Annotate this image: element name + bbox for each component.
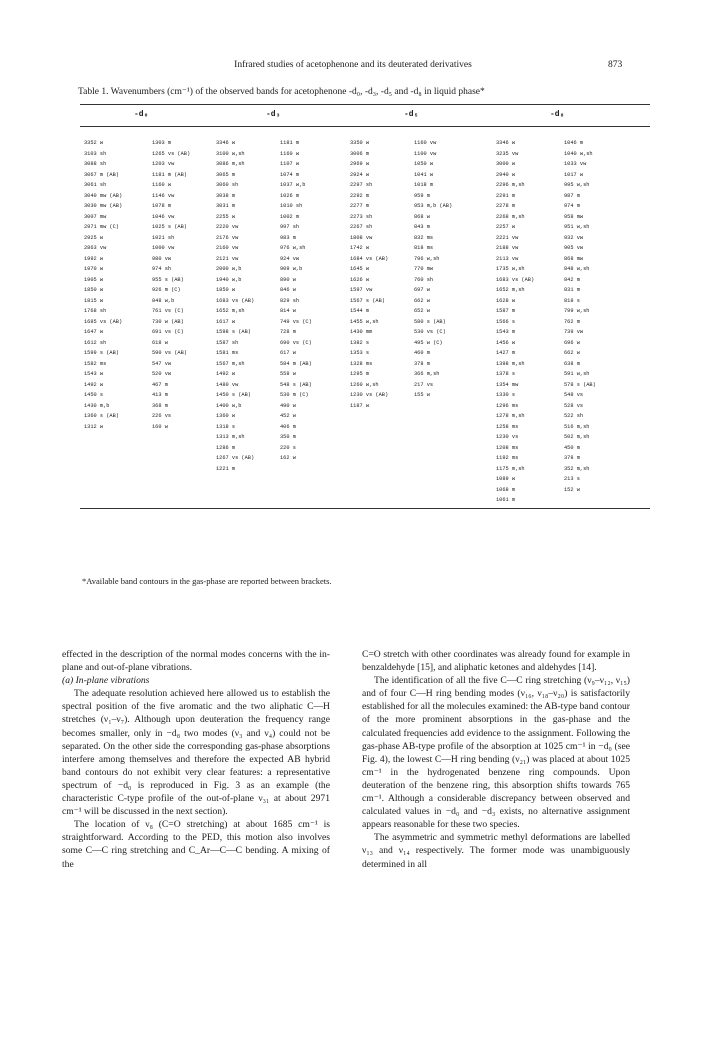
table-caption: Table 1. Wavenumbers (cm⁻¹) of the observed bands for acetophenone -d₀, -d₃, -d₅ and -d₈ in liquid phase* bbox=[78, 87, 485, 97]
table-cell: 987 m bbox=[564, 192, 580, 199]
table-cell: 1567 s (AB) bbox=[350, 297, 385, 304]
table-cell: 3040 mw (AB) bbox=[84, 192, 123, 199]
table-cell: 1684 vs (AB) bbox=[350, 255, 389, 262]
table-cell: 1328 ms bbox=[350, 360, 373, 367]
table-cell: 516 m,sh bbox=[564, 423, 590, 430]
table-cell: 1258 ms bbox=[496, 423, 519, 430]
table-cell: 1683 vs (AB) bbox=[216, 297, 255, 304]
table-cell: 1146 vw bbox=[152, 192, 175, 199]
table-cell: 1018 m bbox=[414, 182, 434, 188]
table-cell: 1850 w bbox=[84, 287, 104, 293]
heading-d3: -d₃ bbox=[266, 110, 281, 119]
table-cell: 1160 vw bbox=[414, 140, 437, 146]
table-cell: 799 w,sh bbox=[564, 308, 590, 314]
table-cell: 2121 vw bbox=[216, 255, 239, 262]
table-cell: 926 m (C) bbox=[152, 287, 181, 293]
table-cell: 1025 s (AB) bbox=[152, 224, 187, 230]
table-cell: 217 vs bbox=[414, 381, 434, 388]
table-cell: 1260 w,sh bbox=[350, 381, 379, 388]
table-cell: 1296 ms bbox=[496, 402, 519, 409]
table-cell: 1046 m bbox=[564, 140, 584, 146]
table-cell: 2000 w,b bbox=[216, 266, 242, 272]
table-cell: 846 w bbox=[280, 287, 296, 293]
table-cell: 1587 sh bbox=[216, 339, 239, 346]
table-cell: 378 m bbox=[414, 360, 430, 367]
table-cell: 2969 w bbox=[350, 161, 370, 167]
table-cell: 1017 w bbox=[564, 171, 584, 178]
table-column-d3-a bbox=[216, 138, 254, 474]
table-cell: 1181 m bbox=[280, 140, 300, 146]
table-cell: 1360 w bbox=[216, 413, 236, 419]
table-cell: 1021 sh bbox=[152, 234, 175, 241]
table-cell: 1544 m bbox=[350, 308, 370, 314]
table-cell: 829 sh bbox=[280, 297, 300, 304]
table-cell: 831 m bbox=[564, 287, 580, 293]
table-cell: 1265 vs (AB) bbox=[152, 150, 191, 157]
table-cell: 1267 vs (AB) bbox=[216, 455, 255, 461]
table-cell: 548 vs bbox=[564, 392, 584, 398]
table-cell: 547 vw bbox=[152, 360, 172, 367]
table-cell: 1430 mm bbox=[350, 329, 373, 335]
table-cell: 413 m bbox=[152, 392, 168, 398]
table-cell: 1905 w bbox=[84, 276, 104, 283]
table-cell: 770 mw bbox=[414, 266, 434, 272]
table-cell: 728 m bbox=[280, 329, 296, 335]
table-cell: 974 sh bbox=[152, 266, 172, 272]
table-cell: 1354 mw bbox=[496, 381, 519, 388]
table-cell: 2220 vw bbox=[216, 224, 239, 230]
table-cell: 1230 vs (AB) bbox=[350, 392, 389, 398]
table-cell: 959 m bbox=[414, 192, 430, 199]
table-cell: 1647 w bbox=[84, 329, 104, 335]
table-cell: 3038 m bbox=[216, 192, 236, 199]
table-cell: 955 s (AB) bbox=[152, 276, 184, 283]
table-cell: 162 w bbox=[280, 455, 296, 461]
paragraph: effected in the description of the normal modes concerns with the in-plane and out-of-plane vibrations. bbox=[62, 649, 330, 674]
table-cell: 3103 sh bbox=[84, 150, 107, 157]
paragraph: The identification of all the five C—C ring stretching (ν₉–ν₁₂, ν₁₅) and of four C—H ring bending modes (ν₁₆, ν₁₈–ν₂₀) is satisfactorily established for all the molecules examined: the AB-type band contour of the more prominent absorptions in the gas-phase and the calculated frequencies add evidence to the assignment. Following the gas-phase AB-type profile of the absorption at 1025 cm⁻¹ in −d₀ (see Fig. 4), the lowest C—H ring bending (ν₂₁) was placed at about 1025 cm⁻¹ in the hydrogenated benzene ring compounds. Upon deuteration of the benzene ring, this absorption shifts towards 765 cm⁻¹. Although a considerable discrepancy between observed and calculated values in −d₀ and −d₃ exists, no alternative assignment appears reasonable for these two species. bbox=[362, 675, 630, 831]
table-cell: 2291 m bbox=[496, 192, 516, 199]
table-cell: 762 m bbox=[564, 318, 580, 325]
table-cell: 890 w bbox=[280, 276, 296, 283]
table-cell: 3088 sh bbox=[84, 161, 107, 167]
table-cell: 1617 w bbox=[216, 318, 236, 325]
table-cell: 1295 m bbox=[350, 371, 370, 377]
table-cell: 2257 w bbox=[496, 224, 516, 230]
table-cell: 1400 w,b bbox=[216, 402, 242, 409]
table-cell: 1543 m bbox=[496, 329, 516, 335]
table-cell: 1970 w bbox=[84, 266, 104, 272]
table-cell: 1002 m bbox=[280, 213, 300, 220]
table-cell: 1010 sh bbox=[280, 203, 303, 209]
table-cell: 3346 w bbox=[496, 140, 516, 146]
table-cell: 3235 vw bbox=[496, 150, 519, 157]
table-header-rule bbox=[80, 126, 650, 127]
table-cell: 1480 vw bbox=[216, 381, 239, 388]
table-cell: 1382 s bbox=[350, 339, 370, 346]
table-cell: 213 s bbox=[564, 476, 580, 482]
body-right-column bbox=[362, 648, 630, 871]
table-cell: 1089 w bbox=[496, 476, 516, 482]
table-cell: 3067 m (AB) bbox=[84, 171, 119, 178]
table-cell: 1587 m bbox=[496, 308, 516, 314]
table-cell: 1992 w bbox=[84, 255, 104, 262]
table-cell: 160 w bbox=[152, 423, 168, 430]
table-cell: 3060 sh bbox=[216, 182, 239, 188]
table-cell: 1318 s bbox=[216, 423, 236, 430]
table-cell: 1033 vw bbox=[564, 161, 587, 167]
table-cell: 1742 w bbox=[350, 245, 370, 251]
table-cell: 520 vw bbox=[152, 371, 172, 377]
table-cell: 1107 w bbox=[280, 161, 300, 167]
table-cell: 618 w bbox=[152, 339, 168, 346]
table-cell: 1160 w bbox=[280, 150, 300, 157]
table-cell: 1046 vw bbox=[152, 213, 175, 220]
table-cell: 1360 s (AB) bbox=[84, 413, 119, 419]
table-cell: 1597 vw bbox=[350, 287, 373, 293]
table-cell: 1567 m,sh bbox=[216, 360, 245, 367]
table-cell: 924 vw bbox=[280, 255, 300, 262]
table-cell: 220 s bbox=[280, 444, 296, 451]
table-cell: 1652 m,sh bbox=[216, 308, 245, 314]
table-cell: 1181 m (AB) bbox=[152, 171, 187, 178]
table-cell: 909 w,b bbox=[280, 266, 303, 272]
table-cell: 1612 sh bbox=[84, 339, 107, 346]
table-cell: 796 w,sh bbox=[414, 255, 440, 262]
table-cell: 460 m bbox=[414, 350, 430, 356]
page-number: 873 bbox=[608, 60, 623, 70]
table-cell: 3061 sh bbox=[84, 182, 107, 188]
table-cell: 1450 s (AB) bbox=[216, 392, 251, 398]
table-cell: 697 w bbox=[414, 287, 430, 293]
table-cell: 932 vw bbox=[564, 234, 584, 241]
table-cell: 3065 m bbox=[216, 171, 236, 178]
table-cell: 761 vs (C) bbox=[152, 308, 184, 314]
table-cell: 995 w,sh bbox=[564, 182, 590, 188]
table-cell: 1026 m bbox=[280, 192, 300, 199]
table-cell: 1685 vs (AB) bbox=[84, 318, 123, 325]
table-cell: 818 ms bbox=[414, 245, 434, 251]
table-bottom-rule bbox=[80, 508, 650, 509]
table-cell: 1628 w bbox=[496, 297, 516, 304]
table-cell: 976 w,sh bbox=[280, 245, 306, 251]
table-cell: 1192 ms bbox=[496, 455, 519, 461]
table-cell: 2188 vw bbox=[496, 245, 519, 251]
table-cell: 983 m bbox=[280, 234, 296, 241]
table-cell: 3031 m bbox=[216, 203, 236, 209]
table-cell: 1074 m bbox=[280, 171, 300, 178]
table-cell: 1078 m bbox=[152, 203, 172, 209]
table-cell: 3352 w bbox=[84, 140, 104, 146]
table-cell: 2971 mw (C) bbox=[84, 224, 119, 230]
table-cell: 378 m bbox=[564, 455, 580, 461]
table-cell: 1599 s (AB) bbox=[84, 350, 119, 356]
table-cell: 1041 w bbox=[414, 171, 434, 178]
table-cell: 1203 vw bbox=[152, 161, 175, 167]
running-title: Infrared studies of acetophenone and its deuterated derivatives bbox=[234, 60, 472, 70]
table-cell: 1050 w bbox=[414, 161, 434, 167]
table-cell: 1626 w bbox=[350, 276, 370, 283]
table-cell: 730 w (AB) bbox=[152, 318, 184, 325]
table-cell: 997 sh bbox=[280, 224, 300, 230]
table-footnote: *Available band contours in the gas-phase are reported between brackets. bbox=[82, 576, 332, 586]
heading-d8: -d₈ bbox=[550, 110, 565, 119]
table-cell: 406 m bbox=[280, 423, 296, 430]
table-cell: 584 m (AB) bbox=[280, 360, 312, 367]
table-cell: 2268 m,sh bbox=[496, 213, 525, 220]
table-cell: 760 sh bbox=[414, 276, 434, 283]
table-cell: 662 w bbox=[414, 297, 430, 304]
table-cell: 2176 vw bbox=[216, 234, 239, 241]
table-cell: 1208 ms bbox=[496, 444, 519, 451]
table-cell: 1645 w bbox=[350, 266, 370, 272]
table-cell: 3100 w,sh bbox=[216, 150, 245, 157]
table-cell: 832 ms bbox=[414, 234, 434, 241]
table-cell: 1735 w,sh bbox=[496, 266, 525, 272]
table-cell: 1061 m bbox=[496, 497, 516, 503]
table-cell: 366 m,sh bbox=[414, 371, 440, 377]
table-cell: 652 w bbox=[414, 308, 430, 314]
table-cell: 1598 s (AB) bbox=[216, 329, 251, 335]
table-cell: 2113 vw bbox=[496, 255, 519, 262]
table-cell: 1313 m,sh bbox=[216, 434, 245, 440]
table-cell: 1582 ms bbox=[84, 360, 107, 367]
table-cell: 368 m bbox=[152, 402, 168, 409]
table-cell: 1100 vw bbox=[414, 150, 437, 157]
table-cell: 1815 w bbox=[84, 297, 104, 304]
table-cell: 490 w bbox=[280, 402, 296, 409]
table-cell: 980 vw bbox=[152, 255, 172, 262]
table-cell: 1040 w,sh bbox=[564, 150, 593, 157]
table-cell: 152 w bbox=[564, 486, 580, 493]
table-cell: 578 s (AB) bbox=[564, 381, 596, 388]
table-cell: 1278 m,sh bbox=[496, 413, 525, 419]
table-column-headings bbox=[80, 110, 650, 124]
table-top-rule bbox=[80, 104, 650, 105]
table-cell: 2160 vw bbox=[216, 245, 239, 251]
table-cell: 953 m,b (AB) bbox=[414, 203, 453, 209]
table-cell: 739 vw bbox=[564, 329, 584, 335]
table-cell: 3006 m bbox=[350, 150, 370, 157]
table-cell: 548 s (AB) bbox=[280, 381, 312, 388]
table-cell: 2925 w bbox=[84, 234, 104, 241]
table-cell: 638 m bbox=[564, 360, 580, 367]
table-cell: 1330 s bbox=[496, 392, 516, 398]
table-cell: 2292 m bbox=[350, 192, 370, 199]
table-cell: 1430 m,b bbox=[84, 402, 110, 409]
table-cell: 1175 m,sh bbox=[496, 465, 525, 472]
table-column-d8-a bbox=[496, 138, 534, 506]
table-cell: 1450 s bbox=[84, 392, 104, 398]
table-cell: 2277 m bbox=[350, 203, 370, 209]
table-cell: 1230 vs bbox=[496, 434, 519, 440]
table-cell: 1683 vs (AB) bbox=[496, 276, 535, 283]
table-column-d8-b bbox=[564, 138, 596, 495]
table-column-d3-b bbox=[280, 138, 312, 464]
section-subheading: (a) In-plane vibrations bbox=[62, 675, 150, 687]
table-cell: 530 vs (C) bbox=[414, 329, 446, 335]
table-cell: 1768 sh bbox=[84, 308, 107, 314]
table-cell: 226 vs bbox=[152, 413, 172, 419]
paragraph: C=O stretch with other coordinates was already found for example in benzaldehyde [15], and aliphatic ketones and aldehydes [14]. bbox=[362, 649, 630, 674]
table-cell: 452 w bbox=[280, 413, 296, 419]
table-cell: 1492 w bbox=[84, 381, 104, 388]
table-cell: 155 w bbox=[414, 392, 430, 398]
table-cell: 350 m bbox=[280, 434, 296, 440]
table-cell: 843 m bbox=[414, 224, 430, 230]
table-cell: 1566 s bbox=[496, 318, 516, 325]
table-cell: 1000 vw bbox=[152, 245, 175, 251]
table-cell: 1303 m bbox=[152, 140, 172, 146]
table-cell: 467 m bbox=[152, 381, 168, 388]
table-cell: 2924 w bbox=[350, 171, 370, 178]
table-cell: 1037 w,b bbox=[280, 182, 306, 188]
table-cell: 1221 m bbox=[216, 465, 236, 472]
table-cell: 1160 w bbox=[152, 182, 172, 188]
table-cell: 868 mw bbox=[564, 255, 584, 262]
table-cell: 1353 s bbox=[350, 350, 370, 356]
table-cell: 1808 vw bbox=[350, 234, 373, 241]
table-cell: 1187 w bbox=[350, 402, 370, 409]
table-cell: 696 w bbox=[564, 339, 580, 346]
table-cell: 1378 s bbox=[496, 371, 516, 377]
paragraph: The location of ν₈ (C=O stretching) at about 1685 cm⁻¹ is straightforward. According to the PED, this motion also involves some C—C ring stretching and C_Ar—C—C bending. A mixing of the bbox=[62, 819, 330, 870]
body-left-column bbox=[62, 648, 330, 871]
table-cell: 842 m bbox=[564, 276, 580, 283]
table-cell: 974 m bbox=[564, 203, 580, 209]
table-cell: 1068 m bbox=[496, 486, 516, 493]
table-cell: 450 m bbox=[564, 444, 580, 451]
table-cell: 3000 w bbox=[496, 161, 516, 167]
table-cell: 1398 m,sh bbox=[496, 360, 525, 367]
table-cell: 848 w,sh bbox=[564, 266, 590, 272]
table-cell: 3030 mw (AB) bbox=[84, 203, 123, 209]
paragraph: The asymmetric and symmetric methyl deformations are labelled ν₁₃ and ν₁₄ respectively. The former mode was unambiguously determined in all bbox=[362, 832, 630, 870]
table-cell: 1427 m bbox=[496, 350, 516, 356]
table-cell: 848 w,b bbox=[152, 297, 175, 304]
table-cell: 2863 vw bbox=[84, 245, 107, 251]
table-column-d0-b bbox=[152, 138, 190, 432]
table-cell: 2296 m,sh bbox=[496, 182, 525, 188]
table-column-d5-b bbox=[414, 138, 452, 401]
table-cell: 1456 w bbox=[496, 339, 516, 346]
table-cell: 749 vs (C) bbox=[280, 318, 312, 325]
table-cell: 2221 vw bbox=[496, 234, 519, 241]
table-cell: 1492 w bbox=[216, 371, 236, 377]
table-cell: 590 vs (AB) bbox=[152, 350, 187, 356]
table-cell: 3086 m,sh bbox=[216, 161, 245, 167]
table-cell: 2940 w bbox=[496, 171, 516, 178]
heading-d0: -d₀ bbox=[134, 110, 149, 119]
table-cell: 1286 m bbox=[216, 444, 236, 451]
table-cell: 617 w bbox=[280, 350, 296, 356]
paragraph: The adequate resolution achieved here allowed us to establish the spectral position of the five aromatic and the two aliphatic C—H stretches (ν₁–ν₇). Although upon deuteration the frequency range becomes smaller, only in −d₈ two modes (ν₃ and ν₄) could not be separated. On the other side the corresponding gas-phase absorptions interfere among themselves and therefore the expected AB hybrid band contours do not exhibit very clear features: a representative spectrum of −d₀ is reproduced in Fig. 3 as an example (the characteristic C-type profile of the out-of-plane ν₃₁ at about 2971 cm⁻¹ will be discussed in the next section). bbox=[62, 688, 330, 818]
table-cell: 2278 m bbox=[496, 203, 516, 209]
table-cell: 352 m,sh bbox=[564, 465, 590, 472]
table-cell: 1652 m,sh bbox=[496, 287, 525, 293]
table-cell: 662 w bbox=[564, 350, 580, 356]
table-cell: 1455 w,sh bbox=[350, 318, 379, 325]
table-cell: 2267 sh bbox=[350, 224, 373, 230]
table-cell: 1312 w bbox=[84, 423, 104, 430]
table-cell: 2297 sh bbox=[350, 182, 373, 188]
table-cell: 814 w bbox=[280, 308, 296, 314]
table-cell: 1850 w bbox=[216, 287, 236, 293]
table-cell: 958 mw bbox=[564, 213, 584, 220]
table-cell: 691 vs (C) bbox=[152, 329, 184, 335]
table-cell: 2255 w bbox=[216, 213, 236, 220]
table-cell: 3346 w bbox=[216, 140, 236, 146]
table-cell: 1543 w bbox=[84, 371, 104, 377]
table-cell: 818 s bbox=[564, 297, 580, 304]
table-cell: 690 vs (C) bbox=[280, 339, 312, 346]
table-cell: 580 s (AB) bbox=[414, 318, 446, 325]
table-cell: 591 w,sh bbox=[564, 371, 590, 377]
table-cell: 951 w,sh bbox=[564, 224, 590, 230]
table-cell: 495 w (C) bbox=[414, 339, 443, 346]
table-cell: 530 m (C) bbox=[280, 392, 309, 398]
table-cell: 3350 w bbox=[350, 140, 370, 146]
table-cell: 522 sh bbox=[564, 413, 584, 419]
table-cell: 1940 w,b bbox=[216, 276, 242, 283]
table-cell: 1581 ms bbox=[216, 350, 239, 356]
table-cell: 528 vs bbox=[564, 402, 584, 409]
table-cell: 558 w bbox=[280, 371, 296, 377]
table-cell: 905 vw bbox=[564, 245, 584, 251]
table-column-d5-a bbox=[350, 138, 388, 411]
table-column-d0-a bbox=[84, 138, 122, 432]
table-cell: 2273 sh bbox=[350, 213, 373, 220]
table-cell: 868 w bbox=[414, 213, 430, 220]
table-cell: 502 m,sh bbox=[564, 434, 590, 440]
heading-d5: -d₅ bbox=[404, 110, 419, 119]
table-cell: 3007 mw bbox=[84, 213, 107, 220]
